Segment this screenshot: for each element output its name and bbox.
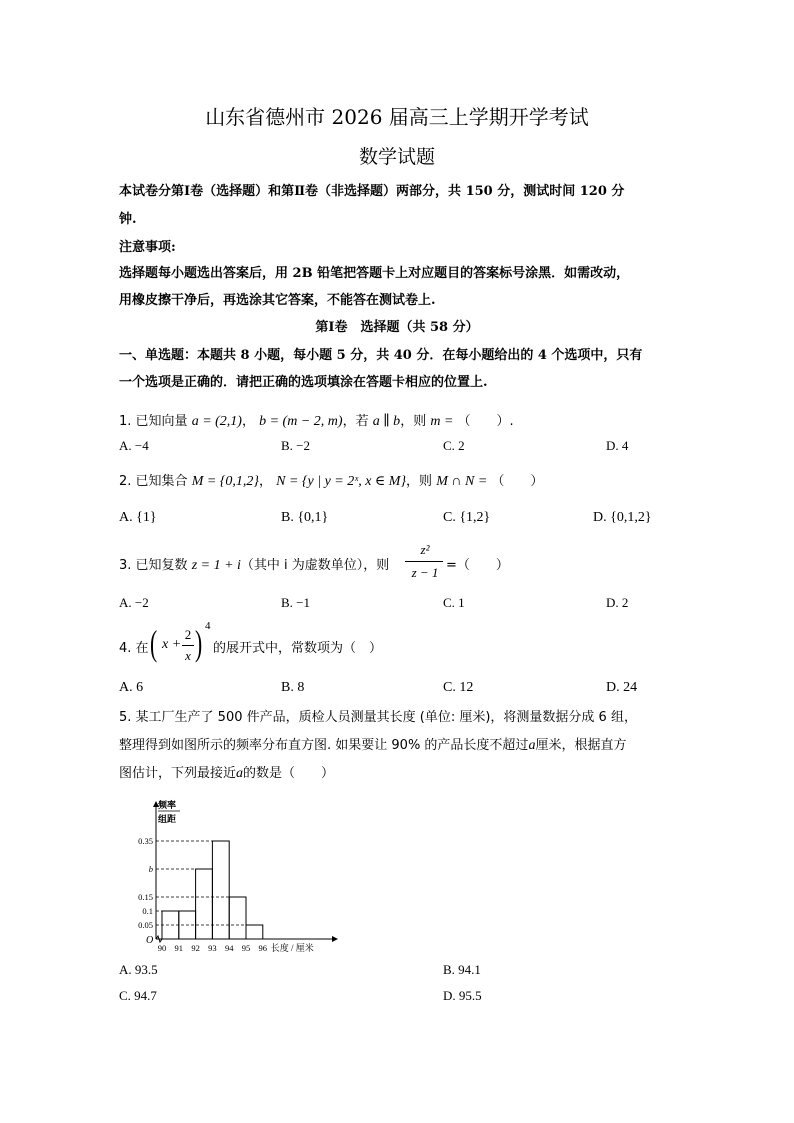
q3-option-a[interactable]: A. −2 [119, 595, 149, 610]
q1-option-b[interactable]: B. −2 [281, 438, 311, 453]
q2-option-b[interactable]: B. {0,1} [281, 510, 329, 525]
q3-option-d[interactable]: D. 2 [606, 595, 629, 610]
q2-stem: 2. 已知集合 [119, 474, 188, 489]
histogram-bar [229, 897, 246, 939]
q1-stem: 1. 已知向量 [119, 414, 188, 429]
y-tick-label: 0.35 [138, 836, 153, 846]
q1-vector-a: a = (2,1) [191, 414, 242, 429]
q5-line-2b: 厘米，根据直方 [535, 738, 627, 753]
q1-vector-b: b = (m − 2, m) [259, 414, 343, 429]
q4-paren-left: ( [150, 623, 158, 663]
y-label-bottom: 组距 [158, 814, 177, 824]
q5-option-a[interactable]: A. 93.5 [119, 962, 158, 977]
question-2: 2. 已知集合 M = {0,1,2}， N = {y | y = 2ˣ, x ∈ M}，则 M ∩ N = （ ） [119, 474, 544, 489]
q3-z: z = 1 + i [191, 558, 241, 573]
histogram-bar [196, 869, 213, 939]
intro-line-2: 钟. [119, 212, 137, 227]
q1-option-c[interactable]: C. 2 [443, 438, 465, 453]
x-tick-label: 94 [224, 943, 234, 953]
question-3 [119, 554, 389, 574]
q4-x-plus: x + [162, 637, 182, 652]
y-label-top: 频率 [158, 800, 177, 810]
question-1: 1. 已知向量 a = (2,1)， b = (m − 2, m)，若 a ∥ b，则 m = （ ）. [119, 414, 514, 429]
q1-parallel: a ∥ b [372, 414, 401, 429]
q3-mid: （其中 i 为虚数单位），则 [240, 558, 390, 573]
x-tick-label: 90 [157, 943, 167, 953]
q3-option-b[interactable]: B. −1 [281, 595, 311, 610]
q5-line-3 [119, 762, 334, 782]
q5-line-1: 5. 某工厂生产了 500 件产品，质检人员测量其长度 (单位: 厘米)，将测量数据分成 6 组， [119, 710, 637, 725]
q4-option-d[interactable]: D. 24 [606, 680, 638, 695]
q5-option-d[interactable]: D. 95.5 [443, 988, 482, 1003]
x-axis-label: 长度 / 厘米 [270, 943, 314, 953]
q1-end: （ ）. [457, 414, 514, 429]
q4-end: 的展开式中，常数项为（ ） [213, 641, 383, 656]
x-tick-label: 96 [258, 943, 268, 953]
q4-option-b[interactable]: B. 8 [281, 680, 305, 695]
q4-option-c[interactable]: C. 12 [443, 680, 474, 695]
q2-intersection: M ∩ N = [436, 474, 488, 489]
q2-end: （ ） [491, 474, 544, 489]
y-tick-label: 0.15 [138, 892, 153, 902]
notice-line-2: 用橡皮擦干净后，再选涂其它答案，不能答在测试卷上. [119, 293, 436, 308]
x-tick-label: 91 [174, 943, 184, 953]
q5-option-c[interactable]: C. 94.7 [119, 988, 157, 1003]
q5-line-3a: 图估计，下列最接近 [119, 766, 237, 781]
q5-var-a-1: a [528, 738, 536, 753]
q2-option-d[interactable]: D. {0,1,2} [593, 510, 652, 525]
q1-tail: ，则 [400, 414, 427, 429]
exam-subtitle: 数学试题 [358, 146, 435, 168]
q3-fraction-num: z² [420, 542, 430, 557]
exam-title: 山东省德州市 2026 届高三上学期开学考试 [205, 105, 589, 129]
x-axis-arrow [332, 936, 338, 942]
section-desc-2: 一个选项是正确的．请把正确的选项填涂在答题卡相应的位置上. [119, 375, 488, 390]
histogram-bar [246, 925, 263, 939]
notice-line-1: 选择题每小题选出答案后，用 2B 铅笔把答题卡上对应题目的答案标号涂黑．如需改动， [119, 266, 630, 281]
section-title: 第Ⅰ卷 选择题（共 58 分） [315, 320, 479, 335]
q5-line-2 [119, 734, 626, 754]
y-tick-label: 0.1 [142, 906, 153, 916]
q4-stem: 4. 在 [119, 641, 149, 656]
q2-tail: ，则 [406, 474, 433, 489]
y-tick-label: b [148, 864, 153, 874]
x-tick-label: 92 [191, 943, 200, 953]
q5-option-b[interactable]: B. 94.1 [443, 962, 481, 977]
q2-option-c[interactable]: C. {1,2} [443, 510, 491, 525]
q5-var-a-2: a [236, 766, 244, 781]
q3-option-c[interactable]: C. 1 [443, 595, 465, 610]
q3-stem: 3. 已知复数 [119, 558, 188, 573]
q1-mid: ，若 [342, 414, 369, 429]
q3-end: =（ ） [446, 558, 509, 573]
y-tick-label: 0.05 [138, 920, 153, 930]
histogram-bar [212, 841, 229, 939]
section-desc-1: 一、单选题：本题共 8 小题，每小题 5 分，共 40 分．在每小题给出的 4 个选项中，只有 [119, 348, 643, 363]
q4-frac-num: 2 [184, 627, 192, 642]
q3-fraction-den: z − 1 [411, 565, 439, 580]
q1-option-a[interactable]: A. −4 [119, 438, 149, 453]
q5-line-3b: 的数是（ ） [243, 766, 335, 781]
origin-label: O [146, 935, 154, 946]
q4-frac-bar [182, 645, 194, 646]
q5-line-2a: 整理得到如图所示的频率分布直方图. 如果要让 90% 的产品长度不超过 [119, 738, 529, 753]
notice-heading: 注意事项: [119, 240, 176, 255]
frequency-histogram [110, 796, 350, 956]
intro-line-1: 本试卷分第Ⅰ卷（选择题）和第Ⅱ卷（非选择题）两部分，共 150 分，测试时间 120 分 [119, 184, 625, 199]
q4-paren-right: ) [195, 623, 203, 663]
x-tick-label: 93 [208, 943, 217, 953]
q4-exponent: 4 [205, 620, 211, 632]
q2-option-a[interactable]: A. {1} [119, 510, 157, 525]
q1-m: m = [430, 414, 454, 429]
q2-set-m: M = {0,1,2} [191, 474, 259, 489]
x-tick-label: 95 [241, 943, 251, 953]
q4-option-a[interactable]: A. 6 [119, 680, 144, 695]
q3-fraction-bar [405, 561, 443, 562]
q2-set-n: N = {y | y = 2ˣ, x ∈ M} [276, 474, 407, 489]
q4-frac-den: x [185, 648, 191, 663]
q1-option-d[interactable]: D. 4 [606, 438, 629, 453]
